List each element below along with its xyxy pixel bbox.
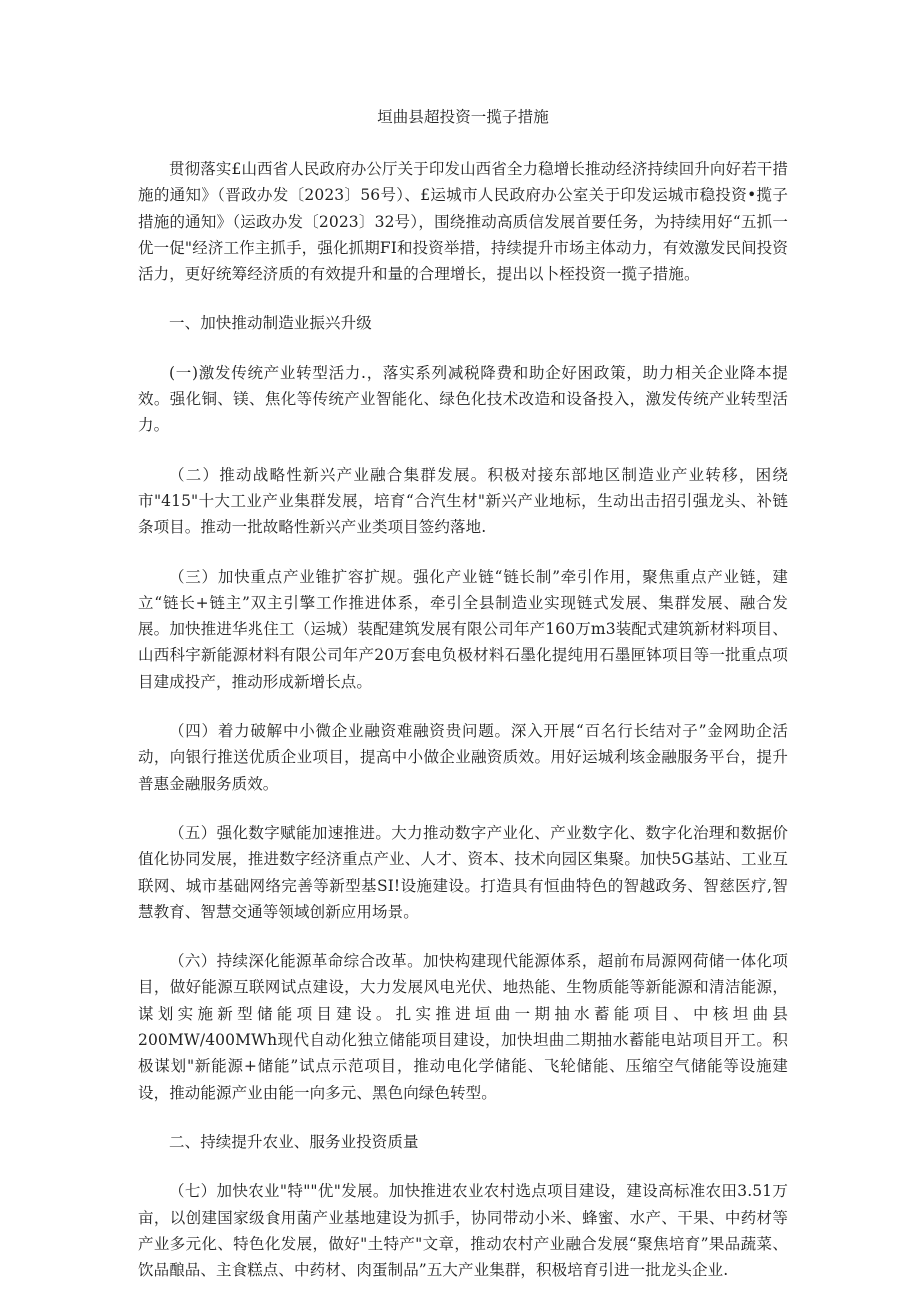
measure-paragraph-3: （三）加快重点产业锥扩容扩规。强化产业链“链长制”牵引作用，聚焦重点产业链，建立“链长+链主”双主引擎工作推进体系，牵引全县制造业实现链式发展、集群发展、融合发展。加快推进华兆住工（运城）装配建筑发展有限公司年产160万m3装配式建筑新材料项目、山西科宇新能源材料有限公司年产20万套电负极材料石墨化提纯用石墨匣钵项目等一批重点项目建成投产，推动形成新增长点。 [138, 567, 788, 691]
measure-paragraph-6: （六）持续深化能源革命综合改革。加快构建现代能源体系，超前布局源网荷储一体化项目，做好能源互联网试点建设，大力发展风电光伏、地热能、生物质能等新能源和清洁能源，谋划实施新型储能项目建设。扎实推进垣曲一期抽水蓄能项目、中核坦曲县200MW/400MWh现代自动化独立储能项目建设，加快坦曲二期抽水蓄能电站项目开工。积极谋划"新能源+储能”试点示范项目，推动电化学储能、飞轮储能、压缩空气储能等设施建设，推动能源产业由能一向多元、黑色向绿色转型。 [138, 952, 788, 1102]
measure-paragraph-2: （二）推动战略性新兴产业融合集群发展。积极对接东部地区制造业产业转移，困绕市"415"十大工业产业集群发展，培育“合汽生材"新兴产业地标，生动出击招引强龙头、补链条项目。推动一批故略性新兴产业类项目签约落地. [138, 465, 788, 537]
intro-paragraph: 贯彻落实£山西省人民政府办公厅关于印发山西省全力稳增长推动经济持续回升向好若干措施的通知》（晋政办发〔2023〕56号）、£运城市人民政府办公室关于印发运城市稳投资•揽子措施的通知》（运政办发〔2023〕32号），围绕推动高质信发展首要任务，为持续用好“五抓一优一促"经济工作主抓手，强化抓期FI和投资举措，持续提升市场主体动力，有效激发民间投资活力，更好统筹经济质的有效提升和量的合理增长，提出以卜桎投资一揽子措施。 [138, 160, 788, 284]
section-heading-1: 一、加快推动制造业振兴升级 [169, 314, 372, 333]
document-title: 垣曲县超投资一揽子措施 [377, 108, 549, 126]
measure-paragraph-7: （七）加快农业"特""优"发展。加快推进农业农村选点项目建设，建设高标准农田3.51万亩，以创建国家级食用菌产业基地建设为抓手，协同带动小米、蜂蜜、水产、干果、中药材等产业多元化、特色化发展，做好"土特产"文章，推动农村产业融合发展“聚焦培育”果品蔬菜、饮品酿品、主食糕点、中药材、肉蛋制品”五大产业集群，积极培育引进一批龙头企业. [138, 1182, 788, 1280]
measure-paragraph-4: （四）着力破解中小微企业融资难融资贵问题。深入开展“百名行长结对子”金网助企活动，向银行推送优质企业项目，提高中小做企业融资质效。用好运城利垓金融服务平台，提升普惠金融服务质效。 [138, 722, 788, 793]
section-heading-2: 二、持续提升农业、服务业投资质量 [169, 1132, 419, 1151]
document-page [138, 104, 788, 1306]
measure-paragraph-1: (一)激发传统产业转型活力.，落实系列减税降费和助企好困政策，助力相关企业降本提效。强化铜、镁、焦化等传统产业智能化、绿色化技术改造和设备投入，激发传统产业转型活力。 [138, 363, 788, 435]
measure-paragraph-5: （五）强化数字赋能加速推进。大力推动数字产业化、产业数字化、数字化治理和数据价值化协同发展，推进数字经济重点产业、人才、资本、技术向园区集聚。加快5G基站、工业互联网、城市基础网络完善等新型基SI!设施建设。打造具有恒曲特色的智越政务、智慈医疗,智慧教育、智慧交通等领域创新应用场景。 [138, 823, 788, 921]
